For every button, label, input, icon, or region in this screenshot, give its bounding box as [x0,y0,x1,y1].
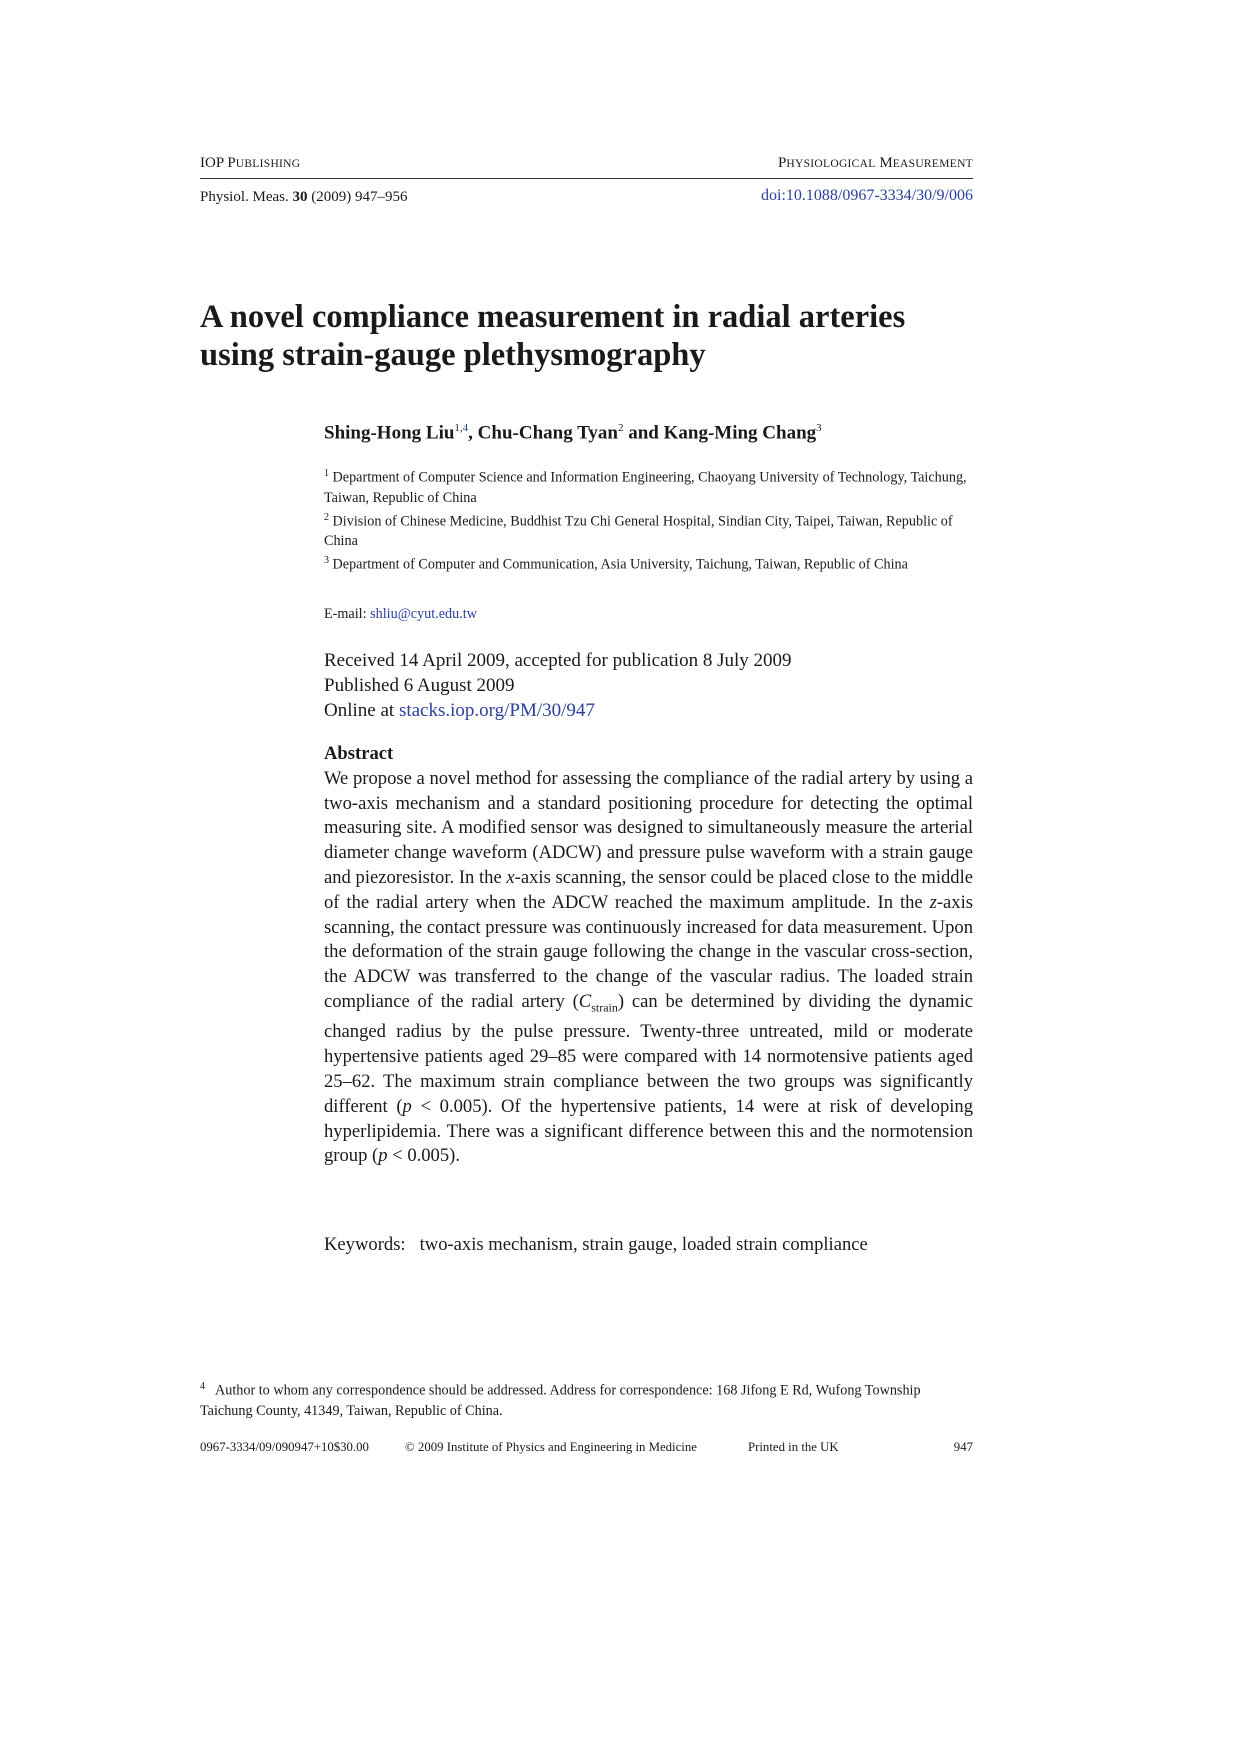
title-line-1: A novel compliance measurement in radial arteries [200,299,906,335]
footer-issn: 0967-3334/09/090947+10$30.00 [200,1440,369,1454]
author-name: Kang-Ming Chang [663,422,817,444]
doi-link[interactable]: doi:10.1088/0967-3334/30/9/006 [761,187,973,204]
affiliation-2: $^2$ Division of Chinese Medicine, Buddhist Tzu Chi General Hospital, Sindian City, Taipei, Taiwan, Republic of China [324,511,953,550]
author-list: Shing-Hong Liu$^{1,4}$, Chu-Chang Tyan$^2$ and Kang-Ming Chang$^3$ [324,422,822,444]
keywords-label: Keywords: [324,1234,406,1255]
footer-copyright: © 2009 Institute of Physics and Engineering in Medicine [405,1440,697,1454]
footer-printed: Printed in the UK [748,1440,839,1454]
journal-name: PHYSIOLOGICAL MEASUREMENT [778,155,973,171]
received-date: Received 14 April 2009, accepted for publication 8 July 2009 [324,650,792,671]
page-number: 947 [953,1440,973,1454]
abstract-heading: Abstract [324,743,394,764]
footnote: $^4$ Author to whom any correspondence should be addressed. Address for correspondence: 168 Jifong E Rd, Wufong Township Taichung County, 41349, Taiwan, Republic of China. [200,1381,921,1419]
abstract [324,742,973,1169]
online-url-link[interactable]: stacks.iop.org/PM/30/947 [398,700,595,721]
online-line: Online at stacks.iop.org/PM/30/947 [324,700,595,721]
affiliation-3: $^3$ Department of Computer and Communication, Asia University, Taichung, Taiwan, Republic of China [324,555,908,574]
abstract-body: We propose a novel method for assessing the compliance of the radial artery by using a two-axis mechanism and a standard positioning procedure for detecting the optimal measuring site. A modified sensor was designed to simultaneously measure the arterial diameter change waveform (ADCW) and pressure pulse waveform with a strain gauge and piezoresistor. In the x-axis scanning, the sensor could be placed close to the middle of the radial artery when the ADCW reached the maximum amplitude. In the z-axis scanning, the contact pressure was continuously increased for data measurement. Upon the deformation of the strain gauge following the change in the vascular cross-section, the ADCW was transferred to the change of the vascular radius. The loaded strain compliance of the radial artery $(C_{strain})$ can be determined by dividing the dynamic changed radius by the pulse pressure. Twenty-three untreated, mild or moderate hypertensive patients aged 29–85 were compared with 14 normotensive patients aged 25–62. The maximum strain compliance between the two groups was significantly different (p < 0.005). Of the hypertensive patients, 14 were at risk of developing hyperlipidemia. There was a significant difference between this and the normotension group (p < 0.005). [324,767,974,1167]
publication-dates [324,648,792,723]
affiliation-1: $^1$ Department of Computer Science and Information Engineering, Chaoyang University of Technology, Taichung, Taiwan, Republic of China [324,468,967,506]
author-name: Chu-Chang Tyan [477,422,618,444]
keywords-text: two-axis mechanism, strain gauge, loaded strain compliance [419,1234,868,1255]
footnote-ref-link[interactable]: 4 [462,422,469,434]
affiliations [324,464,976,575]
author-name: Shing-Hong Liu [324,422,455,444]
email-line: E-mail: shliu@cyut.edu.tw [324,606,477,622]
header-rule [200,178,973,179]
publisher-name: IOP PUBLISHING [200,155,301,171]
email-link[interactable]: shliu@cyut.edu.tw [370,606,477,622]
title-line-2: using strain-gauge plethysmography [200,337,706,373]
keywords [324,1234,868,1256]
paper-title [200,298,1000,374]
journal-citation: Physiol. Meas. 30 (2009) 947–956 [200,189,408,205]
published-date: Published 6 August 2009 [324,675,515,696]
